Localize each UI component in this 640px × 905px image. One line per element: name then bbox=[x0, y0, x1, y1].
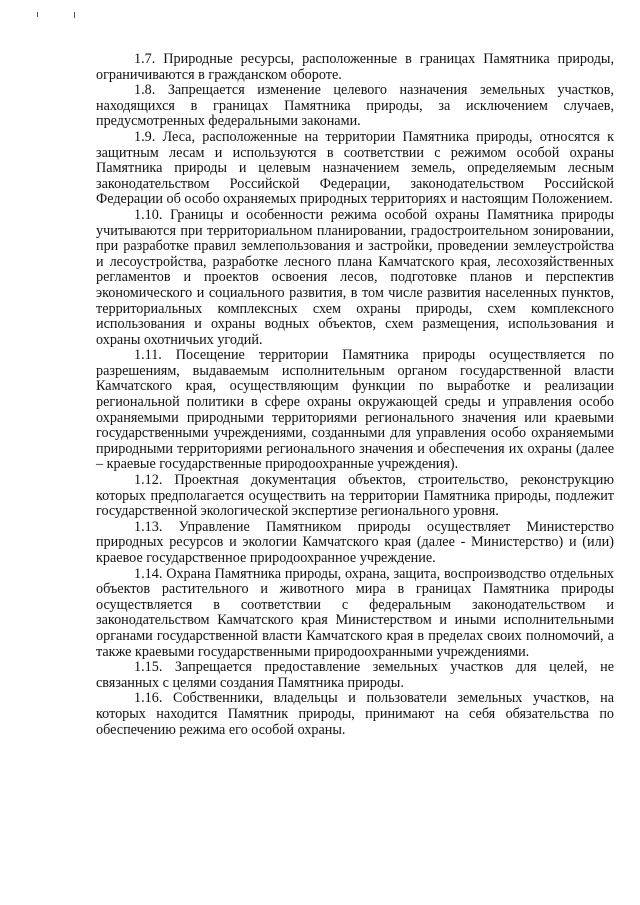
paragraph-1-12: 1.12. Проектная документация объектов, строительство, реконструкцию которых предполагается осуществить на территории Памятника природы, подлежит государственной экологической экспертизе регионального уровня. bbox=[96, 472, 614, 520]
paragraph-1-9: 1.9. Леса, расположенные на территории Памятника природы, относятся к защитным лесам и используются в соответствии с режимом особой охраны Памятника природы и целевым назначением земель, определяемым лесным законодательством Российской Федерации, законодательством Российской Федерации об особо охраняемых природных территориях и настоящим Положением. bbox=[96, 128, 614, 208]
paragraph-1-15: 1.15. Запрещается предоставление земельных участков для целей, не связанных с целями создания Памятника природы. bbox=[96, 659, 614, 691]
paragraph-1-13: 1.13. Управление Памятником природы осуществляет Министерство природных ресурсов и экологии Камчатского края (далее - Министерство) и (или) краевое государственное природоохранное учреждение. bbox=[96, 518, 614, 566]
paragraph-1-8: 1.8. Запрещается изменение целевого назначения земельных участков, находящихся в границах Памятника природы, за исключением случаев, предусмотренных федеральными законами. bbox=[96, 82, 614, 130]
paragraph-1-14: 1.14. Охрана Памятника природы, охрана, защита, воспроизводство отдельных объектов растительного и животного мира в границах Памятника природы осуществляется в соответствии с федеральным законодательством и законодательством Камчатского края Министерством и иными исполнительными органами государственной власти Камчатского края в пределах своих полномочий, а также краевыми государственными природоохранными учреждениями. bbox=[96, 565, 614, 660]
paragraph-1-10: 1.10. Границы и особенности режима особой охраны Памятника природы учитываются при территориальном планировании, градостроительном зонировании, при разработке правил землепользования и застройки, проведении землеустройства и лесоустройства, разработке лесного плана Камчатского края, лесохозяйственных регламентов и проектов освоения лесов, подготовке планов и перспектив экономического и социального развития, в том числе развития населенных пунктов, территориальных комплексных схем охраны природы, схем комплексного использования и охраны водных объектов, схем размещения, использования и охраны охотничьих угодий. bbox=[96, 206, 614, 348]
paragraph-1-11: 1.11. Посещение территории Памятника природы осуществляется по разрешениям, выдаваемым исполнительным органом государственной власти Камчатского края, осуществляющим функции по выработке и реализации региональной политики в сфере охраны окружающей среды и управления особо охраняемыми природными территориями регионального значения или краевыми государственными учреждениями, созданными для управления особо охраняемыми природными территориями регионального значения и обеспечения их охраны (далее – краевые государственные природоохранные учреждения). bbox=[96, 347, 614, 473]
document-body bbox=[96, 52, 614, 738]
paragraph-1-16: 1.16. Собственники, владельцы и пользователи земельных участков, на которых находится Памятник природы, принимают на себя обязательства по обеспечению режима его особой охраны. bbox=[96, 690, 614, 738]
scan-mark bbox=[37, 12, 38, 17]
paragraph-1-7: 1.7. Природные ресурсы, расположенные в границах Памятника природы, ограничиваются в гражданском обороте. bbox=[96, 51, 614, 83]
scan-mark bbox=[74, 12, 75, 18]
